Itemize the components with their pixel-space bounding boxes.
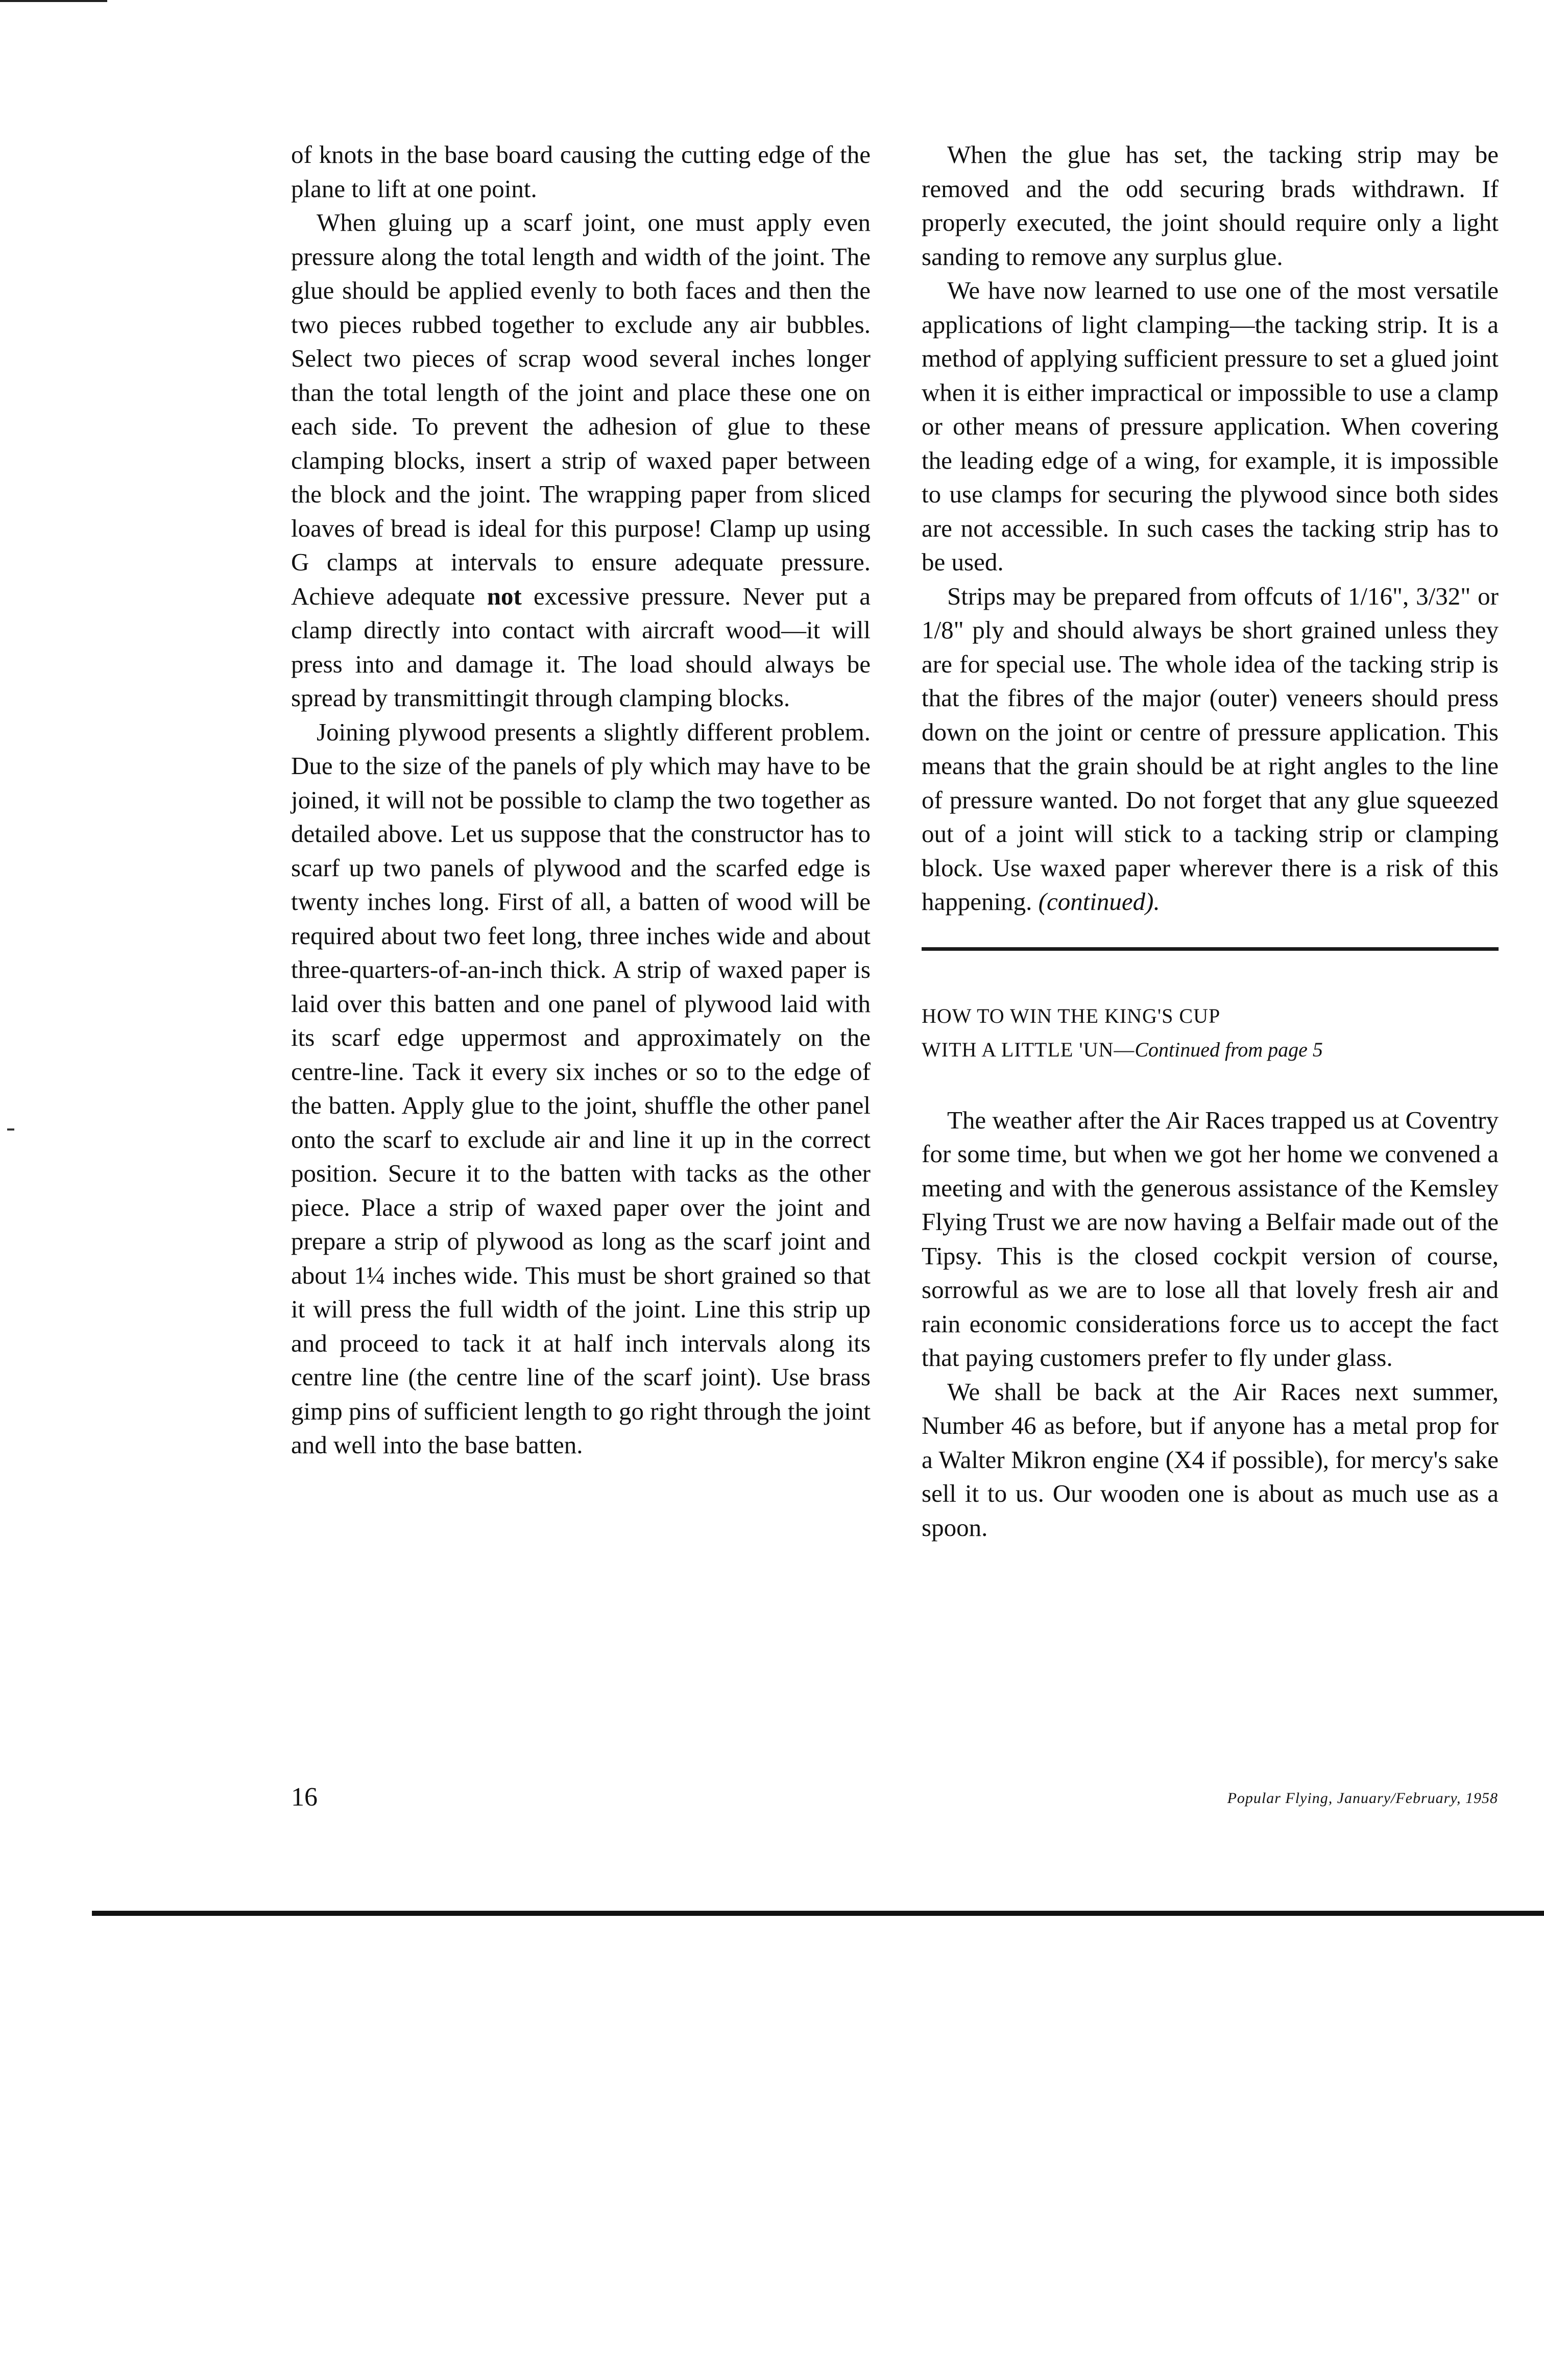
- right-paragraph-2: We have now learned to use one of the most versatile applications of light clamping—the tacking strip. It is a method of applying sufficient pressure to set a glued joint when it is either impractical or impossible to use a clamp or other means of pressure application. When covering the leading edge of a wing, for example, it is impossible to use clamps for securing the plywood since both sides are not accessible. In such cases the tacking strip has to be used.: [922, 276, 1499, 576]
- right-paragraph-3-text: Strips may be prepared from offcuts of 1/16", 3/32" or 1/8" ply and should always be short grained unless they are for special use. The whole idea of the tacking strip is that the fibres of the major (outer) veneers should press down on the joint or centre of pressure application. This means that the grain should be at right angles to the line of pressure wanted. Do not forget that any glue squeezed out of a joint will stick to a tacking strip or clamping block. Use waxed paper wherever there is a risk of this happening.: [922, 582, 1499, 916]
- left-paragraph-2-text: When gluing up a scarf joint, one must apply even pressure along the total length and width of the joint. The glue should be applied evenly to both faces and then the two pieces rubbed together to exclude any air bubbles. Select two pieces of scrap wood several inches longer than the total length of the joint and place these one on each side. To prevent the adhesion of glue to these clamping blocks, insert a strip of waxed paper between the block and the joint. The wrapping paper from sliced loaves of bread is ideal for this purpose! Clamp up using G clamps at intervals to ensure adequate pressure. Achieve adequate: [291, 208, 871, 610]
- left-paragraph-2-tail: excessive pressure. Never put a clamp directly into contact with aircraft wood—it will press into and damage it. The load should always be spread by transmittingit through clamping blocks.: [291, 582, 871, 712]
- emphasis-not: not: [487, 582, 522, 610]
- continued-note: (continued).: [1038, 887, 1160, 916]
- continuation-ref: Continued from page 5: [1135, 1038, 1323, 1061]
- continuation-heading: [922, 999, 1499, 1067]
- continuation-title-line-2: [922, 1033, 1499, 1067]
- margin-mark: [7, 1128, 14, 1131]
- section-divider: [922, 947, 1499, 951]
- left-column: [291, 138, 871, 1462]
- story-paragraph-1: The weather after the Air Races trapped us at Coventry for some time, but when we got her home we convened a meeting and with the generous assistance of the Kemsley Flying Trust we are now having a Belfair made out of the Tipsy. This is the closed cockpit version of course, sorrowful as we are to lose all that lovely fresh air and rain economic considerations force us to accept the fact that paying customers prefer to fly under glass.: [922, 1105, 1499, 1372]
- top-edge-rule: [0, 0, 107, 2]
- right-column: [922, 138, 1499, 1545]
- running-footer: Popular Flying, January/February, 1958: [1227, 1790, 1498, 1807]
- right-paragraph-1: When the glue has set, the tacking strip may be removed and the odd securing brads withdrawn. If properly executed, the joint should require only a light sanding to remove any surplus glue.: [922, 140, 1499, 271]
- continuation-title-line-1: HOW TO WIN THE KING'S CUP: [922, 1004, 1221, 1027]
- bottom-edge-rule: [92, 1911, 1544, 1916]
- left-paragraph-1: of knots in the base board causing the cutting edge of the plane to lift at one point.: [291, 140, 871, 203]
- page-number: 16: [291, 1783, 318, 1812]
- left-paragraph-2: [291, 206, 871, 715]
- right-paragraph-3: [922, 580, 1499, 919]
- left-paragraph-3: Joining plywood presents a slightly different problem. Due to the size of the panels of ply which may have to be joined, it will not be possible to clamp the two together as detailed above. Let us suppose that the constructor has to scarf up two panels of plywood and the scarfed edge is twenty inches long. First of all, a batten of wood will be required about two feet long, three inches wide and about three-quarters-of-an-inch thick. A strip of waxed paper is laid over this batten and one panel of plywood laid with its scarf edge uppermost and approximately on the centre-line. Tack it every six inches or so to the edge of the batten. Apply glue to the joint, shuffle the other panel onto the scarf to exclude air and line it up in the correct position. Secure it to the batten with tacks as the other piece. Place a strip of waxed paper over the joint and prepare a strip of plywood as long as the scarf joint and about 1¼ inches wide. This must be short grained so that it will press the full width of the joint. Line this strip up and proceed to tack it at half inch intervals along its centre line (the centre line of the scarf joint). Use brass gimp pins of sufficient length to go right through the joint and well into the base batten.: [291, 717, 871, 1459]
- story-paragraph-2: We shall be back at the Air Races next summer, Number 46 as before, but if anyone has a metal prop for a Walter Mikron engine (X4 if possible), for mercy's sake sell it to us. Our wooden one is about as much use as a spoon.: [922, 1377, 1499, 1542]
- continuation-title-text: WITH A LITTLE 'UN—: [922, 1038, 1135, 1061]
